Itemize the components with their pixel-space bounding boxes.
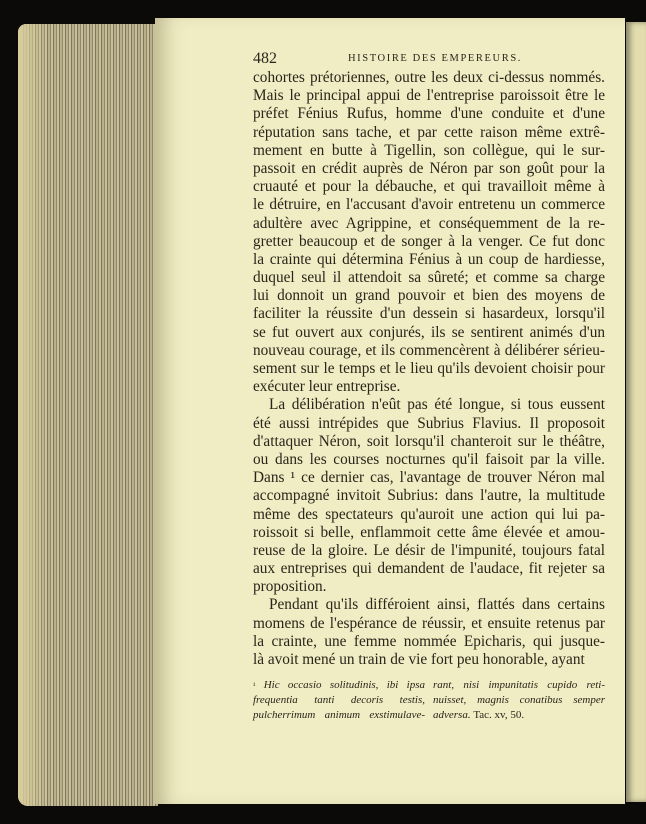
text-line: Mais le principal appui de l'entreprise paroissoit être le: [253, 87, 605, 105]
running-title: HISTOIRE DES EMPEREURS.: [348, 53, 522, 64]
footnote-line: rant, nisi impunitatis cupido reti-: [433, 679, 605, 691]
text-line: même des spectateurs qu'auroit une action qui lui pa-: [253, 505, 605, 523]
text-line: nouveau courage, et ils commencèrent à délibérer sérieu-: [253, 341, 605, 359]
text-line: roissoit si belle, enflammoit cette âme élevée et amou-: [253, 523, 605, 541]
text-line: lui donnoit un grand pouvoir et bien des moyens de: [253, 287, 605, 305]
footnote-line: frequentia tanti decoris testis,: [253, 694, 425, 706]
text-line: là avoit mené un train de vie fort peu honorable, ayant: [253, 651, 585, 668]
footnote-marker: ¹: [253, 681, 256, 690]
text-line: La délibération n'eût pas été longue, si tous eussent: [269, 396, 605, 414]
text-line: adultère avec Agrippine, et conséquemment de la re-: [253, 214, 605, 232]
text-line: faciliter la réussite d'un dessein si hasardeux, lorsqu'il: [253, 305, 605, 323]
text-line: réputation sans tache, et par cette raison même extrê-: [253, 123, 605, 141]
footnote-line: Hic occasio solitudinis, ibi ipsa: [263, 679, 425, 691]
text-line: reuse de la gloire. Le désir de l'impunité, toujours fatal: [253, 541, 605, 559]
text-line: Pendant qu'ils différoient ainsi, flattés dans certains: [269, 596, 605, 614]
text-line: cruauté et pour la débauche, et qui travailloit même à: [253, 178, 605, 196]
text-line: exécuter leur entreprise.: [253, 378, 401, 396]
footnote-citation: Tac. xv, 50.: [473, 709, 525, 721]
text-line: aux entreprises qui demandent de l'audace, fit rejeter sa: [253, 560, 605, 578]
text-line: la crainte qui détermina Fénius à un coup de hardiesse,: [253, 250, 605, 268]
text-line: accompagné invitoit Subrius: dans l'autre, la multitude: [253, 487, 605, 505]
footnote-line: adversa.: [433, 709, 471, 721]
footnote-line: nuisset, magnis conatibus semper: [433, 694, 605, 706]
text-line: momens de l'espérance de réussir, et ensuite retenus par: [253, 614, 605, 632]
text-line: se fut ouvert aux conjurés, ils se sentirent animés d'un: [253, 323, 605, 341]
text-line: cohortes prétoriennes, outre les deux ci-dessus nommés.: [253, 69, 605, 86]
text-line: proposition.: [253, 578, 327, 596]
text-line: préfet Fénius Rufus, homme d'une conduite et d'une: [253, 105, 605, 123]
text-line: passoit en crédit auprès de Néron par son goût pour la: [253, 159, 605, 177]
text-line: duquel seul il attendoit sa sûreté; et comme sa charge: [253, 269, 605, 287]
page-header: [253, 50, 605, 70]
text-line: sement sur le temps et le lieu qu'ils devoient choisir pour: [253, 360, 605, 377]
page-edges: [18, 24, 158, 806]
text-line: d'attaquer Néron, soit lorsqu'il chanteroit sur le théâtre,: [253, 432, 605, 450]
footnote-right-column: [433, 678, 605, 723]
text-line: Dans ¹ ce dernier cas, l'avantage de trouver Néron mal: [253, 469, 605, 487]
page-number: 482: [253, 50, 277, 67]
footnote-left-column: [253, 678, 425, 723]
text-line: gretter beaucoup et de songer à la venger. Ce fut donc: [253, 232, 605, 250]
facing-page-edge: [626, 22, 646, 802]
text-line: le détruire, en l'accusant d'avoir entretenu un commerce: [253, 196, 605, 214]
body-text: [253, 69, 605, 669]
text-line: mement en butte à Tigellin, son collègue, qui le sur-: [253, 141, 605, 159]
text-line: ou dans les courses nocturnes qu'il faisoit par la ville.: [253, 450, 605, 468]
text-line: la crainte, une femme nommée Epicharis, qui jusque-: [253, 632, 605, 650]
footnote-line: pulcherrimum animum exstimulave-: [253, 709, 425, 721]
text-line: été aussi intrépides que Subrius Flavius. Il proposoit: [253, 414, 605, 432]
